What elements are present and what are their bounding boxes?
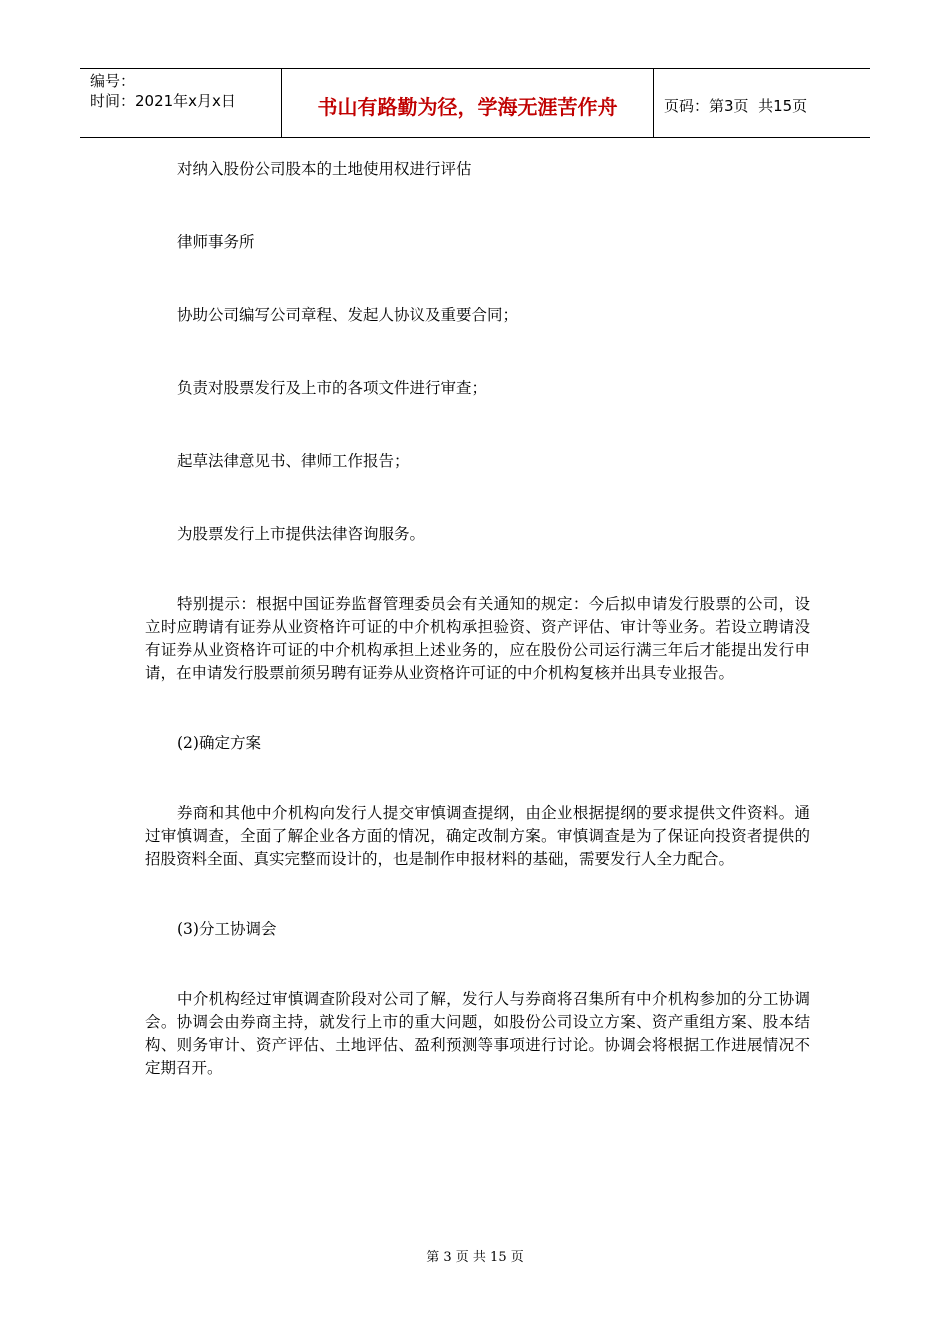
header-page-info-cell [654,69,870,137]
paragraph-review-documents: 负责对股票发行及上市的各项文件进行审查； [177,379,488,397]
document-number-label: 编号： [90,72,136,90]
section-heading-determine-plan: (2)确定方案 [177,734,261,752]
paragraph-special-notice: 特别提示：根据中国证券监督管理委员会有关通知的规定：今后拟申请发行股票的公司，设立时应聘请有证券从业资格许可证的中介机构承担验资、资产评估、审计等业务。若设立聘请没有证券从业资格许可证的中介机构承担上述业务的，应在股份公司运行满三年后才能提出发行申请，在申请发行股票前须另聘有证券从业资格许可证的中介机构复核并出具专业报告。 [145,595,810,682]
paragraph-draft-opinion: 起草法律意见书、律师工作报告； [177,452,410,470]
document-header [80,68,870,138]
paragraph-law-firm: 律师事务所 [177,233,255,251]
header-motto: 书山有路勤为径，学海无涯苦作舟 [282,69,654,137]
document-time-label: 时间：2021年x月x日 [90,92,236,110]
paragraph-legal-consulting: 为股票发行上市提供法律咨询服务。 [177,525,426,543]
header-page-info: 页码：第3页 共15页 [664,96,808,115]
paragraph-due-diligence: 券商和其他中介机构向发行人提交审慎调查提纲，由企业根据提纲的要求提供文件资料。通过审慎调查，全面了解企业各方面的情况，确定改制方案。审慎调查是为了保证向投资者提供的招股资料全面、真实完整而设计的，也是制作申报材料的基础，需要发行人全力配合。 [145,804,810,868]
paragraph-assist-articles: 协助公司编写公司章程、发起人协议及重要合同； [177,306,519,324]
header-meta-cell [80,69,282,137]
document-body [145,158,810,1080]
section-heading-coordination-meeting: (3)分工协调会 [177,920,277,938]
page-footer: 第 3 页 共 15 页 [426,1250,524,1265]
paragraph-land-valuation: 对纳入股份公司股本的土地使用权进行评估 [177,160,472,178]
paragraph-coordination-meeting: 中介机构经过审慎调查阶段对公司了解，发行人与券商将召集所有中介机构参加的分工协调会。协调会由券商主持，就发行上市的重大问题，如股份公司设立方案、资产重组方案、股本结构、则务审计、资产评估、土地评估、盈利预测等事项进行讨论。协调会将根据工作进展情况不定期召开。 [145,990,810,1077]
